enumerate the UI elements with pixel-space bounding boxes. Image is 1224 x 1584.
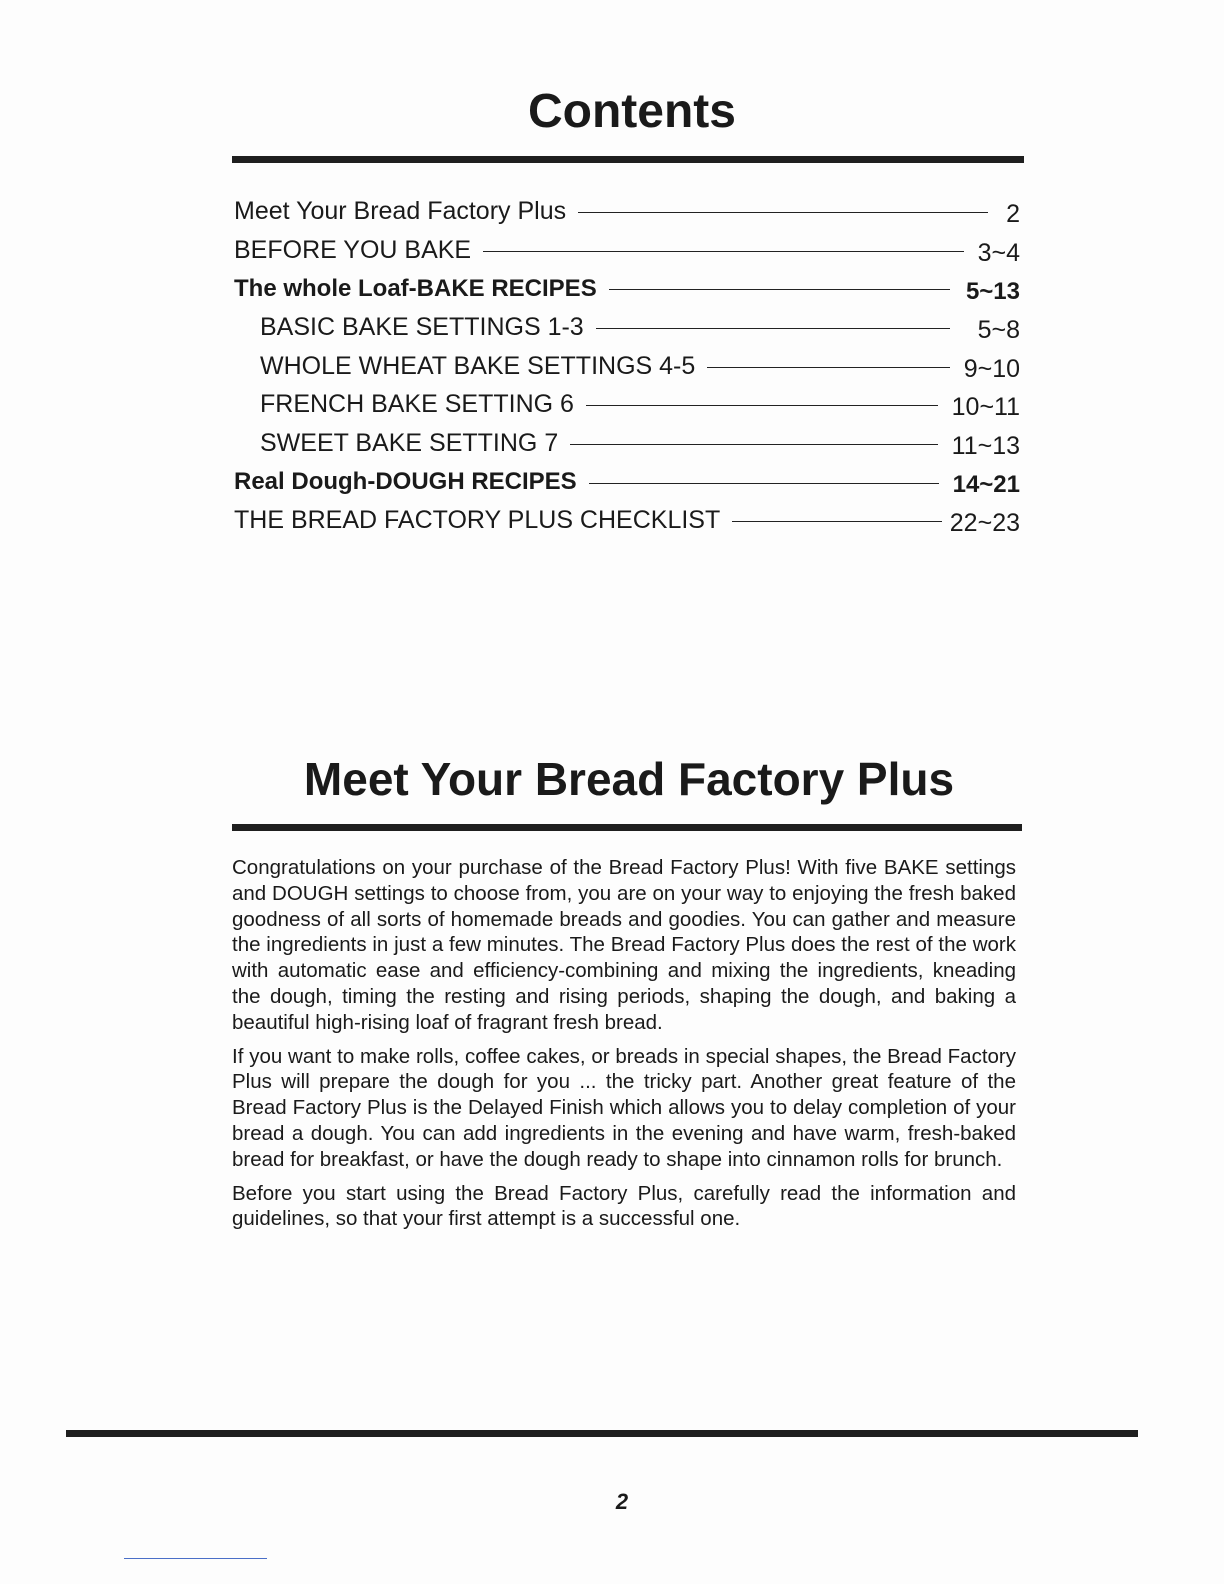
page-number: 2 [615,1489,629,1514]
toc-leader-line [586,405,938,406]
toc-entry-meet[interactable] [234,192,1020,231]
toc-entry-pages: 5~8 [977,315,1020,344]
toc-entry-title: FRENCH BAKE SETTING 6 [260,390,574,419]
toc-leader-line [707,367,949,368]
toc-entry-pages: 22~23 [949,509,1020,538]
toc-entry-pages: 11~13 [951,431,1020,460]
toc-entry-title: BEFORE YOU BAKE [234,235,472,264]
toc-leader-line [570,444,937,445]
toc-leader-line [609,289,950,290]
toc-entry-title: Meet Your Bread Factory Plus [234,196,567,225]
toc-leader-line [589,483,939,484]
toc-leader-line [483,251,963,252]
intro-body [232,855,1016,1240]
intro-paragraph: If you want to make rolls, coffee cakes, or breads in special shapes, the Bread Factory Plus will prepare the dough for you ... the tricky part. Another great feature of the Bread Factory Plus is the Delayed Finish which allows you to delay completion of your bread a dough. You can add ingredients in the evening and have warm, fresh-baked bread for breakfast, or have the dough ready to shape into cinnamon rolls for brunch. [232,1044,1016,1171]
toc-leader-line [732,521,942,522]
intro-divider [232,824,1022,831]
contents-heading: Contents [528,85,736,138]
toc-entry-title: BASIC BAKE SETTINGS 1-3 [260,312,584,341]
toc-entry-pages: 10~11 [951,393,1020,422]
toc-entry-title: Real Dough-DOUGH RECIPES [234,468,577,496]
toc-entry-checklist[interactable] [234,502,1020,541]
toc-leader-line [596,328,950,329]
toc-leader-line [578,212,988,213]
footer-divider [66,1430,1138,1437]
toc-entry-whole-wheat[interactable] [234,347,1020,386]
intro-paragraph: Congratulations on your purchase of the Bread Factory Plus! With five BAKE settings and DOUGH settings to choose from, you are on your way to enjoying the fresh baked goodness of all sorts of homemade breads and goodies. You can gather and measure the ingredients in just a few minutes. The Bread Factory Plus does the rest of the work with automatic ease and efficiency-combining and mixing the ingredients, kneading the dough, timing the resting and rising periods, shaping the dough, and baking a beautiful high-rising loaf of fragrant fresh bread. [232,856,1016,1034]
toc-entry-title: THE BREAD FACTORY PLUS CHECKLIST [234,506,721,535]
intro-paragraph: Before you start using the Bread Factory Plus, carefully read the information and guidelines, so that your first attempt is a successful one. [232,1181,1016,1231]
toc-entry-bake-recipes[interactable] [234,269,1020,308]
toc-entry-dough-recipes[interactable] [234,463,1020,502]
toc-entry-pages: 9~10 [963,354,1020,383]
toc-entry-pages: 5~13 [965,277,1020,305]
toc-entry-title: The whole Loaf-BAKE RECIPES [234,274,597,302]
corner-line [124,1558,267,1559]
toc-entry-basic-bake[interactable] [234,308,1020,347]
toc-entry-title: WHOLE WHEAT BAKE SETTINGS 4-5 [260,351,696,380]
table-of-contents [234,192,1020,540]
toc-entry-french-bake[interactable] [234,385,1020,424]
toc-entry-pages: 14~21 [952,471,1020,499]
toc-entry-title: SWEET BAKE SETTING 7 [260,428,559,457]
toc-entry-pages: 3~4 [977,238,1020,267]
toc-entry-sweet-bake[interactable] [234,424,1020,463]
toc-entry-before-you-bake[interactable] [234,231,1020,270]
contents-divider [232,156,1024,163]
toc-entry-pages: 2 [1006,199,1020,228]
intro-heading: Meet Your Bread Factory Plus [303,753,955,805]
